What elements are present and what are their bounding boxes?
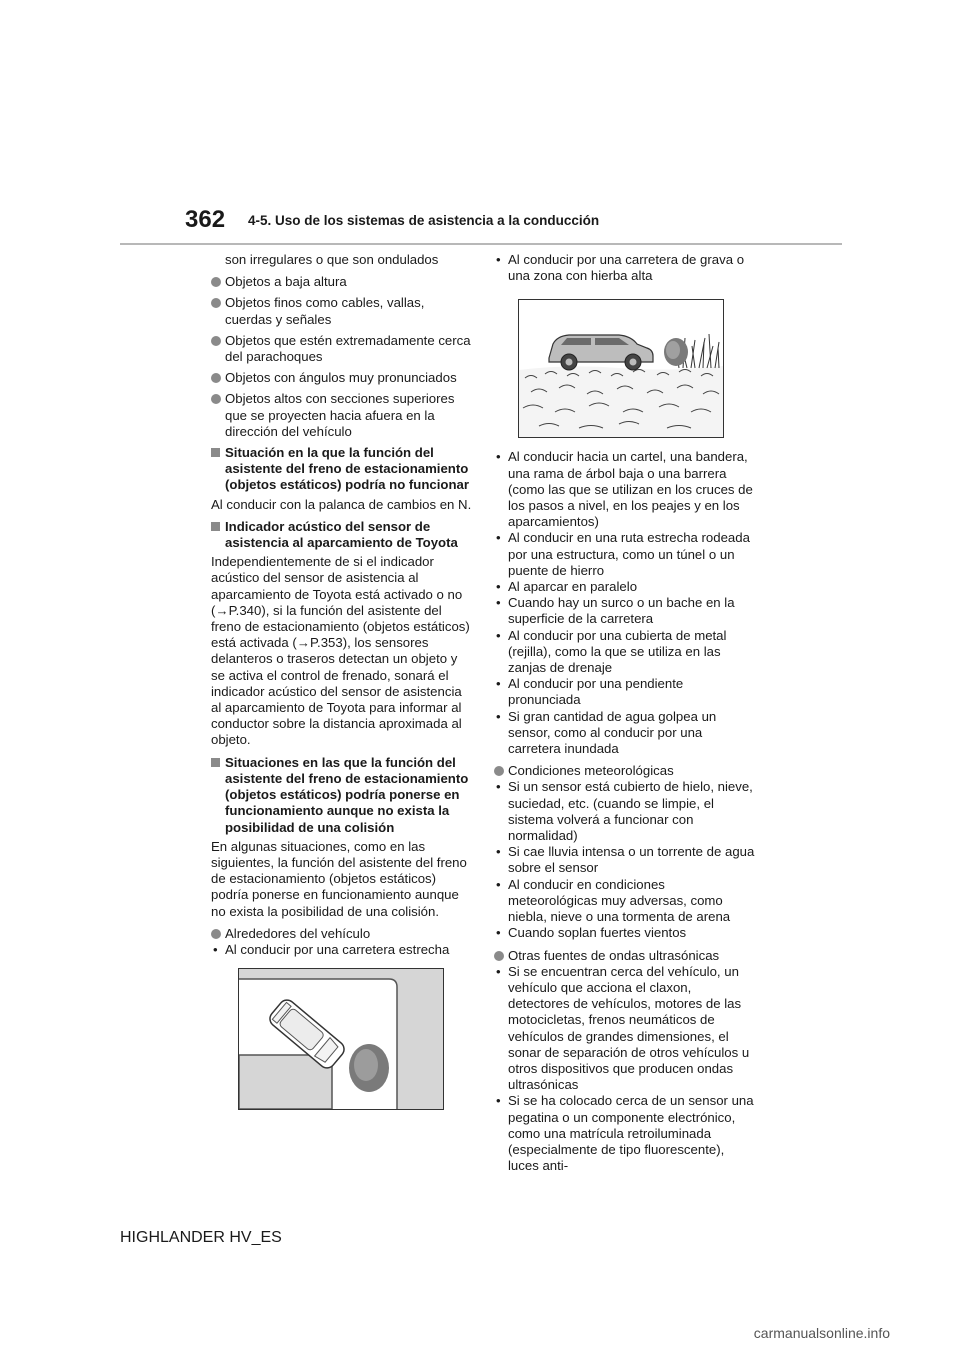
bullet-dot-icon — [211, 277, 221, 287]
list-item: • Al conducir por una carretera de grava o una zona con hierba alta — [496, 252, 745, 284]
section-heading: Situación en la que la función del asistente del freno de estacionamiento (objetos estáticos) podría no funcionar — [211, 445, 473, 494]
list-item: • Al conducir por una cubierta de metal (rejilla), como la que se utiliza en las zanjas de drenaje — [496, 627, 727, 676]
list-item: • Al conducir en una ruta estrecha rodeada por una estructura, como un túnel o un puente de hierro — [496, 530, 750, 578]
list-item: Objetos con ángulos muy pronunciados — [211, 370, 473, 386]
list-item: Otras fuentes de ondas ultrasónicas — [494, 948, 756, 964]
list-item: • Al aparcar en paralelo — [496, 579, 638, 595]
page-number: 362 — [185, 206, 226, 233]
list-item: Objetos altos con secciones superiores que se proyecten hacia afuera en la dirección del vehículo — [211, 391, 473, 440]
section-title: 4-5. Uso de los sistemas de asistencia a la conducción — [248, 213, 600, 228]
list-item: • Cuando soplan fuertes vientos — [496, 925, 687, 941]
list-item: • Si se ha colocado cerca de un sensor una pegatina o un componente electrónico, como una matrícula retroiluminada (especialmente de tipo fluorescente), luces anti- — [496, 1093, 754, 1174]
bullet-dot-icon — [211, 298, 221, 308]
list-item: Objetos que estén extremadamente cerca del parachoques — [211, 333, 473, 365]
bullet-dot-icon — [494, 766, 504, 776]
section-body: Independientemente de si el indicador acústico del sensor de asistencia al aparcamiento de Toyota está activado o no (→P.340), si la función del asistente del freno de estacionamiento (objetos estáticos) está activada (→P.353), los sensores delanteros o traseros detectan un objeto y se activa el control de frenado, sonará el indicador acústico del sensor de asistencia al aparcamiento de Toyota para informar al conductor sobre la distancia aproximada al objeto. — [211, 554, 470, 748]
bullet-dot-icon — [211, 394, 221, 404]
watermark: carmanualsonline.info — [753, 1325, 890, 1341]
bullet-dot-icon — [494, 951, 504, 961]
bullet-dot-icon — [211, 336, 221, 346]
section-body: En algunas situaciones, como en las siguientes, la función del asistente del freno de estacionamiento (objetos estáticos) podría ponerse en funcionamiento aunque no exista la posibilidad de una colisión. — [211, 838, 467, 919]
list-item: • Al conducir en condiciones meteorológicas muy adversas, como niebla, nieve o una tormenta de arena — [496, 876, 731, 925]
footer-model: HIGHLANDER HV_ES — [120, 1229, 282, 1246]
list-item: • Al conducir hacia un cartel, una bandera, una rama de árbol baja o una barrera (como las que se utilizan en los cruces de los pasos a nivel, en los peajes y en los aparcamientos) — [496, 449, 753, 530]
list-item: • Al conducir por una carretera estrecha — [213, 941, 450, 957]
list-item: Objetos a baja altura — [211, 274, 473, 290]
section-body: Al conducir con la palanca de cambios en N. — [211, 496, 472, 512]
square-bullet-icon — [211, 522, 220, 531]
gravel-road-illustration — [518, 299, 724, 438]
bullet-dot-icon — [211, 929, 221, 939]
header-rule — [120, 243, 842, 245]
continued-text: son irregulares o que son ondulados — [225, 252, 439, 267]
bullet-dot-icon — [211, 373, 221, 383]
list-item: Alrededores del vehículo — [211, 926, 473, 942]
left-column — [211, 252, 473, 958]
list-item: • Si gran cantidad de agua golpea un sensor, como al conducir por una carretera inundada — [496, 708, 717, 757]
list-item: • Cuando hay un surco o un bache en la superficie de la carretera — [496, 595, 735, 627]
square-bullet-icon — [211, 448, 220, 457]
square-bullet-icon — [211, 758, 220, 767]
section-heading: Situaciones en las que la función del asistente del freno de estacionamiento (objetos estáticos) podría ponerse en funcionamiento aunque no exista la posibilidad de una colisión — [211, 755, 473, 836]
section-heading: Indicador acústico del sensor de asistencia al aparcamiento de Toyota — [211, 519, 473, 551]
narrow-road-illustration — [238, 968, 444, 1110]
list-item: Objetos finos como cables, vallas, cuerdas y señales — [211, 295, 473, 327]
list-item: Condiciones meteorológicas — [494, 763, 756, 779]
list-item: • Si cae lluvia intensa o un torrente de agua sobre el sensor — [496, 844, 755, 876]
list-item: • Si un sensor está cubierto de hielo, nieve, suciedad, etc. (cuando se limpie, el sistema volverá a funcionar con normalidad) — [496, 779, 753, 844]
list-item: • Al conducir por una pendiente pronunciada — [496, 676, 684, 708]
list-item: • Si se encuentran cerca del vehículo, un vehículo que acciona el claxon, detectores de vehículos, motores de las motocicletas, frenos neumáticos de vehículos de grandes dimensiones, el sonar de separación de otros vehículos u otros dispositivos que producen ondas ultrasónicas — [496, 963, 750, 1093]
